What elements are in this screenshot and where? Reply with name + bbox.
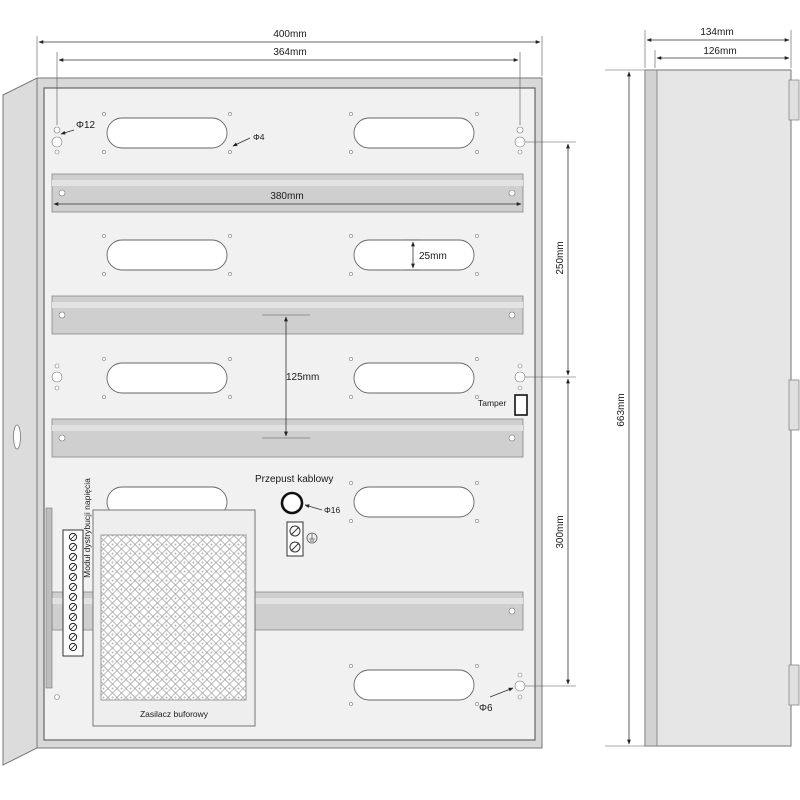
label-rail-length: 380mm: [270, 191, 304, 202]
earth-terminal: [287, 522, 303, 556]
label-cable-gland: Przepust kablowy: [255, 474, 334, 485]
label-small-hole: Φ4: [253, 132, 265, 142]
label-top-hole: Φ12: [76, 120, 96, 131]
label-depth-body: 126mm: [703, 46, 737, 57]
label-gland-hole: Φ16: [324, 505, 341, 515]
label-lower-hole-spacing: 300mm: [555, 515, 566, 549]
label-overall-width: 400mm: [273, 29, 307, 40]
open-door: [3, 78, 37, 765]
door-lock: [14, 425, 21, 449]
slot-r4-right: [349, 481, 478, 522]
label-slot-height: 25mm: [419, 251, 447, 262]
slot-r2-left: [102, 234, 231, 275]
label-buffer-psu: Zasilacz buforowy: [139, 709, 209, 719]
label-rail-spacing: 125mm: [286, 372, 320, 383]
label-bottom-hole: Φ6: [479, 703, 493, 714]
label-tamper: Tamper: [478, 398, 507, 408]
label-power-module: Moduł dystrybucji napięcia: [82, 478, 92, 578]
slot-r1-right: [349, 112, 478, 153]
tamper-switch: [515, 395, 527, 415]
buffer-psu: [93, 510, 255, 726]
slot-r5-right: [349, 664, 478, 705]
label-mount-width: 364mm: [273, 47, 307, 58]
cable-gland: [282, 493, 302, 513]
slot-r3-right: [349, 357, 478, 398]
label-height: 663mm: [616, 393, 627, 427]
hole-bottom-left: [55, 695, 60, 700]
slot-r2-right: [349, 234, 478, 275]
slot-r3-left: [102, 357, 231, 398]
side-view: [645, 70, 799, 746]
label-upper-hole-spacing: 250mm: [555, 241, 566, 275]
slot-r1-left: [102, 112, 231, 153]
label-depth-total: 134mm: [700, 27, 734, 38]
